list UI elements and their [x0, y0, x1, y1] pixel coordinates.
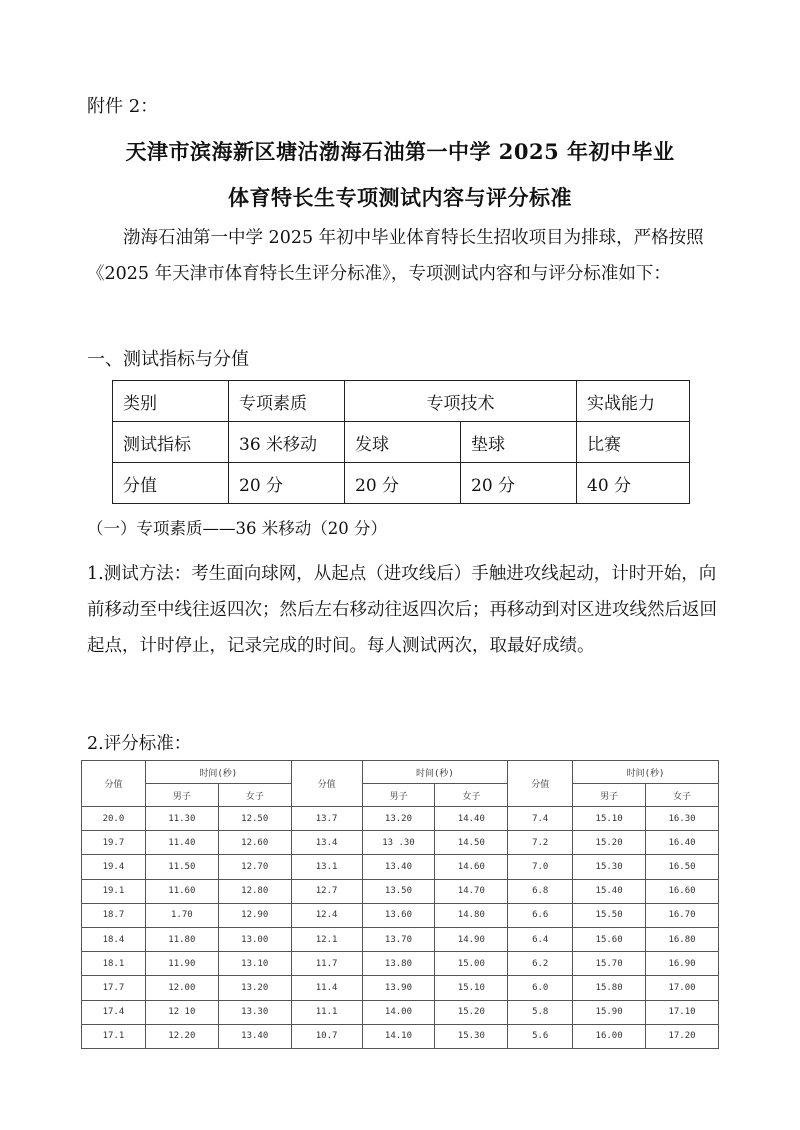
score-cell: 12.20 — [145, 1024, 218, 1048]
score-cell: 11.90 — [145, 952, 218, 976]
method-paragraph: 1.测试方法：考生面向球网，从起点（进攻线后）手触进攻线起动，计时开始，向前移动至中线往返四次；然后左右移动往返四次后；再移动到对区进攻线然后返回起点，计时停止，记录完成的时间。每人测试两次，取最好成绩。 — [87, 564, 717, 656]
score-cell: 11.60 — [145, 879, 218, 903]
score-cell: 19.7 — [82, 831, 146, 855]
score-cell: 15.10 — [573, 807, 646, 831]
score-header-cell: 女子 — [646, 784, 719, 807]
criteria-heading: 2.评分标准： — [87, 734, 192, 754]
score-cell: 16.60 — [646, 879, 719, 903]
score-cell: 14.80 — [435, 903, 508, 927]
indicator-cell: 专项技术 — [345, 381, 577, 422]
subsection-heading: （一）专项素质——36 米移动（20 分） — [87, 519, 387, 538]
score-cell: 16.70 — [646, 903, 719, 927]
document-title-line2: 体育特长生专项测试内容与评分标准 — [228, 185, 572, 210]
score-cell: 5.6 — [508, 1024, 573, 1048]
table-row — [82, 1024, 719, 1048]
indicator-cell: 36 米移动 — [229, 422, 345, 463]
score-cell: 15.10 — [435, 976, 508, 1000]
score-cell: 16.50 — [646, 855, 719, 879]
indicator-cell: 类别 — [113, 381, 229, 422]
score-cell: 12.70 — [218, 855, 291, 879]
score-cell: 16.30 — [646, 807, 719, 831]
score-cell: 7.2 — [508, 831, 573, 855]
score-cell: 14.40 — [435, 807, 508, 831]
score-cell: 18.1 — [82, 952, 146, 976]
score-header-cell: 男子 — [362, 784, 435, 807]
score-cell: 10.7 — [291, 1024, 362, 1048]
table-row — [82, 903, 719, 927]
section-heading-1: 一、测试指标与分值 — [87, 349, 249, 370]
indicator-table — [112, 380, 690, 504]
score-header-cell: 男子 — [573, 784, 646, 807]
score-cell: 15.70 — [573, 952, 646, 976]
indicator-cell: 比赛 — [577, 422, 690, 463]
score-cell: 14.70 — [435, 879, 508, 903]
score-cell: 13.70 — [362, 927, 435, 951]
score-cell: 14.90 — [435, 927, 508, 951]
score-header-cell: 分值 — [291, 761, 362, 807]
score-header-cell: 分值 — [508, 761, 573, 807]
score-cell: 17.00 — [646, 976, 719, 1000]
score-cell: 13.90 — [362, 976, 435, 1000]
score-cell: 14.00 — [362, 1000, 435, 1024]
score-cell: 13.80 — [362, 952, 435, 976]
score-header-row — [82, 761, 719, 784]
score-cell: 15.80 — [573, 976, 646, 1000]
indicator-row-category — [113, 381, 690, 422]
score-cell: 15.40 — [573, 879, 646, 903]
score-cell: 17.20 — [646, 1024, 719, 1048]
score-cell: 12.1 — [291, 927, 362, 951]
indicator-cell: 专项素质 — [229, 381, 345, 422]
table-row — [82, 976, 719, 1000]
score-cell: 11.80 — [145, 927, 218, 951]
score-cell: 18.4 — [82, 927, 146, 951]
table-row — [82, 927, 719, 951]
score-cell: 11.50 — [145, 855, 218, 879]
score-header-cell: 男子 — [145, 784, 218, 807]
score-cell: 6.8 — [508, 879, 573, 903]
indicator-cell: 测试指标 — [113, 422, 229, 463]
score-cell: 13.4 — [291, 831, 362, 855]
table-row — [82, 807, 719, 831]
score-cell: 15.30 — [573, 855, 646, 879]
score-cell: 13.20 — [218, 976, 291, 1000]
score-cell: 16.00 — [573, 1024, 646, 1048]
score-cell: 13.10 — [218, 952, 291, 976]
score-cell: 19.1 — [82, 879, 146, 903]
score-cell: 11.4 — [291, 976, 362, 1000]
score-cell: 14.10 — [362, 1024, 435, 1048]
score-cell: 16.80 — [646, 927, 719, 951]
score-cell: 7.4 — [508, 807, 573, 831]
score-cell: 13 .30 — [362, 831, 435, 855]
document-title-line1: 天津市滨海新区塘沽渤海石油第一中学 2025 年初中毕业 — [125, 139, 675, 164]
score-cell: 13.00 — [218, 927, 291, 951]
score-cell: 16.40 — [646, 831, 719, 855]
score-header-cell: 分值 — [82, 761, 146, 807]
score-header-cell: 时间(秒) — [362, 761, 508, 784]
score-cell: 6.6 — [508, 903, 573, 927]
score-cell: 12.80 — [218, 879, 291, 903]
score-cell: 12.00 — [145, 976, 218, 1000]
score-subheader-row — [82, 784, 719, 807]
table-row — [82, 952, 719, 976]
indicator-cell: 实战能力 — [577, 381, 690, 422]
score-cell: 13.7 — [291, 807, 362, 831]
score-cell: 13.60 — [362, 903, 435, 927]
table-row — [82, 1000, 719, 1024]
score-cell: 13.1 — [291, 855, 362, 879]
score-header-cell: 女子 — [435, 784, 508, 807]
score-cell: 13.50 — [362, 879, 435, 903]
table-row — [82, 879, 719, 903]
indicator-cell: 发球 — [345, 422, 461, 463]
indicator-cell: 40 分 — [577, 463, 690, 504]
score-cell: 12.50 — [218, 807, 291, 831]
score-cell: 16.90 — [646, 952, 719, 976]
score-cell: 15.60 — [573, 927, 646, 951]
score-cell: 17.7 — [82, 976, 146, 1000]
score-cell: 11.40 — [145, 831, 218, 855]
score-cell: 15.20 — [435, 1000, 508, 1024]
score-cell: 11.30 — [145, 807, 218, 831]
indicator-cell: 分值 — [113, 463, 229, 504]
score-table — [81, 760, 719, 1049]
score-cell: 6.4 — [508, 927, 573, 951]
score-cell: 11.1 — [291, 1000, 362, 1024]
table-row — [82, 855, 719, 879]
score-cell: 13.40 — [218, 1024, 291, 1048]
score-cell: 13.30 — [218, 1000, 291, 1024]
score-cell: 12.60 — [218, 831, 291, 855]
intro-paragraph: 渤海石油第一中学 2025 年初中毕业体育特长生招收项目为排球，严格按照《2025 年天津市体育特长生评分标准》，专项测试内容和与评分标准如下： — [87, 228, 704, 284]
indicator-cell: 20 分 — [461, 463, 577, 504]
score-cell: 17.4 — [82, 1000, 146, 1024]
score-cell: 19.4 — [82, 855, 146, 879]
score-cell: 11.7 — [291, 952, 362, 976]
score-cell: 15.20 — [573, 831, 646, 855]
score-cell: 18.7 — [82, 903, 146, 927]
score-cell: 5.8 — [508, 1000, 573, 1024]
indicator-row-score — [113, 463, 690, 504]
score-cell: 13.20 — [362, 807, 435, 831]
score-cell: 7.0 — [508, 855, 573, 879]
score-header-cell: 女子 — [218, 784, 291, 807]
indicator-cell: 20 分 — [229, 463, 345, 504]
score-header-cell: 时间(秒) — [145, 761, 291, 784]
score-cell: 20.0 — [82, 807, 146, 831]
score-cell: 17.1 — [82, 1024, 146, 1048]
score-cell: 14.50 — [435, 831, 508, 855]
score-cell: 12 10 — [145, 1000, 218, 1024]
score-cell: 12.7 — [291, 879, 362, 903]
score-cell: 13.40 — [362, 855, 435, 879]
indicator-row-test — [113, 422, 690, 463]
score-cell: 15.50 — [573, 903, 646, 927]
score-cell: 15.00 — [435, 952, 508, 976]
score-cell: 6.0 — [508, 976, 573, 1000]
score-cell: 15.90 — [573, 1000, 646, 1024]
score-cell: 12.4 — [291, 903, 362, 927]
score-cell: 14.60 — [435, 855, 508, 879]
attachment-label: 附件 2： — [87, 96, 159, 117]
score-cell: 1.70 — [145, 903, 218, 927]
score-cell: 6.2 — [508, 952, 573, 976]
score-cell: 15.30 — [435, 1024, 508, 1048]
indicator-cell: 垫球 — [461, 422, 577, 463]
score-header-cell: 时间(秒) — [573, 761, 719, 784]
score-cell: 17.10 — [646, 1000, 719, 1024]
score-cell: 12.90 — [218, 903, 291, 927]
indicator-cell: 20 分 — [345, 463, 461, 504]
table-row — [82, 831, 719, 855]
